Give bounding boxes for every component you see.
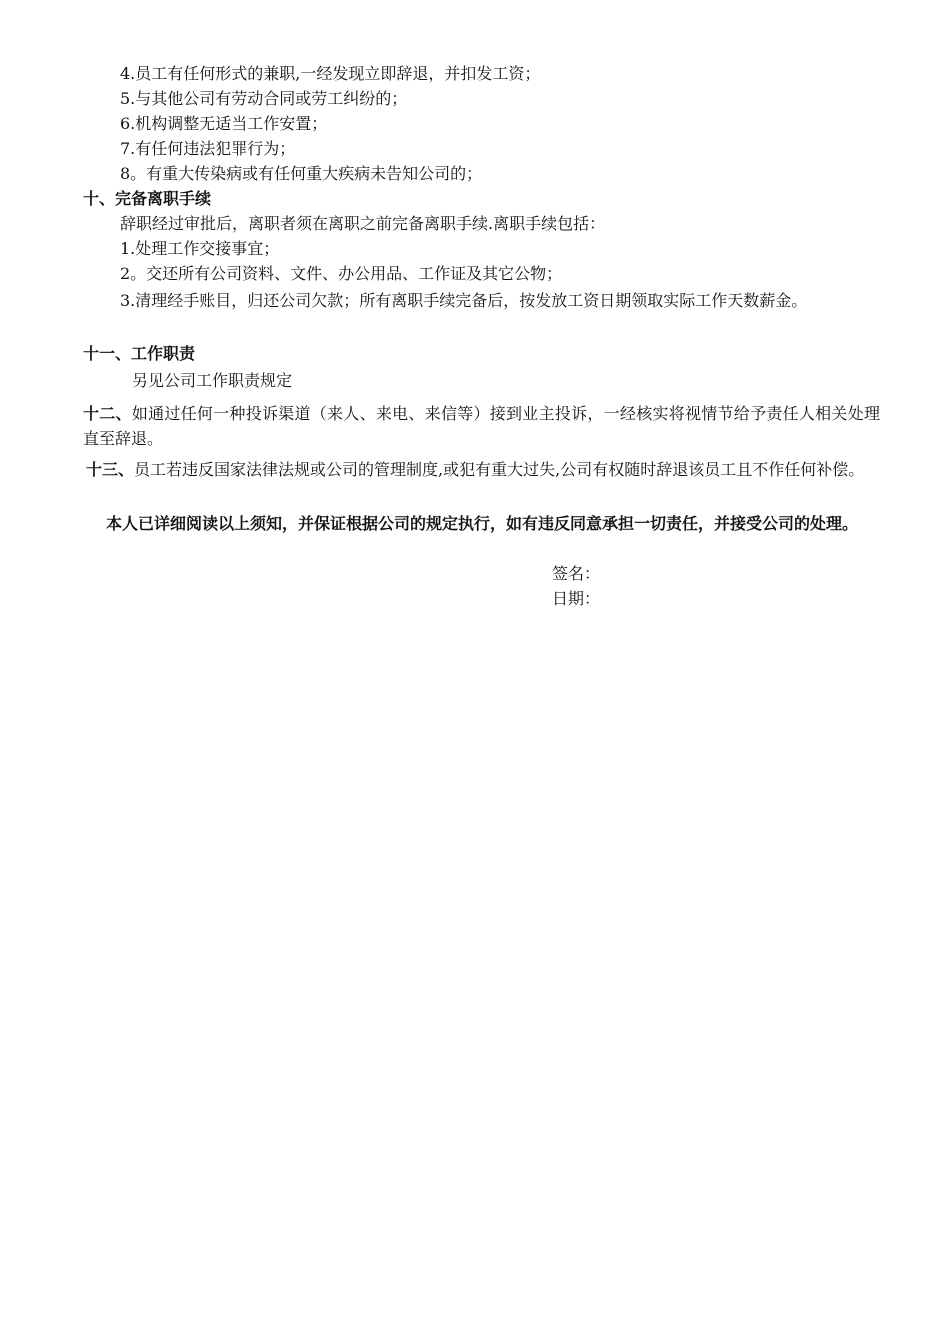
section-13-body: 员工若违反国家法律法规或公司的管理制度,或犯有重大过失,公司有权随时辞退该员工且不作任何补偿。 xyxy=(134,460,865,479)
section-10-item-2: 2。交还所有公司资料、文件、办公用品、工作证及其它公物； xyxy=(120,264,563,283)
signature-label: 签名： xyxy=(552,564,601,583)
section-10-heading: 十、完备离职手续 xyxy=(83,189,212,208)
section-12 xyxy=(83,401,880,451)
section-10-item-1: 1.处理工作交接事宜； xyxy=(120,239,280,258)
list-item-7: 7.有任何违法犯罪行为； xyxy=(120,139,296,158)
section-12-label: 十二、 xyxy=(83,404,132,423)
list-item-4: 4.员工有任何形式的兼职,一经发现立即辞退，并扣发工资； xyxy=(120,64,541,83)
date-label: 日期： xyxy=(552,589,601,608)
section-13-label: 十三、 xyxy=(86,460,135,479)
section-10-item-3: 3.清理经手账目，归还公司欠款；所有离职手续完备后，按发放工资日期领取实际工作天数薪金。 xyxy=(120,291,808,310)
section-12-body: 如通过任何一种投诉渠道（来人、来电、来信等）接到业主投诉，一经核实将视情节给予责任人相关处理直至辞退。 xyxy=(83,404,880,448)
list-item-5: 5.与其他公司有劳动合同或劳工纠纷的； xyxy=(120,89,408,108)
section-11-body: 另见公司工作职责规定 xyxy=(132,371,293,390)
list-item-8: 8。有重大传染病或有任何重大疾病未告知公司的； xyxy=(120,164,483,183)
section-13 xyxy=(68,457,880,482)
section-11-heading: 十一、工作职责 xyxy=(83,344,196,363)
section-10-intro: 辞职经过审批后，离职者须在离职之前完备离职手续.离职手续包括： xyxy=(120,214,606,233)
list-item-6: 6.机构调整无适当工作安置； xyxy=(120,114,328,133)
declaration-paragraph: 本人已详细阅读以上须知，并保证根据公司的规定执行，如有违反同意承担一切责任，并接受公司的处理。 xyxy=(106,514,859,533)
